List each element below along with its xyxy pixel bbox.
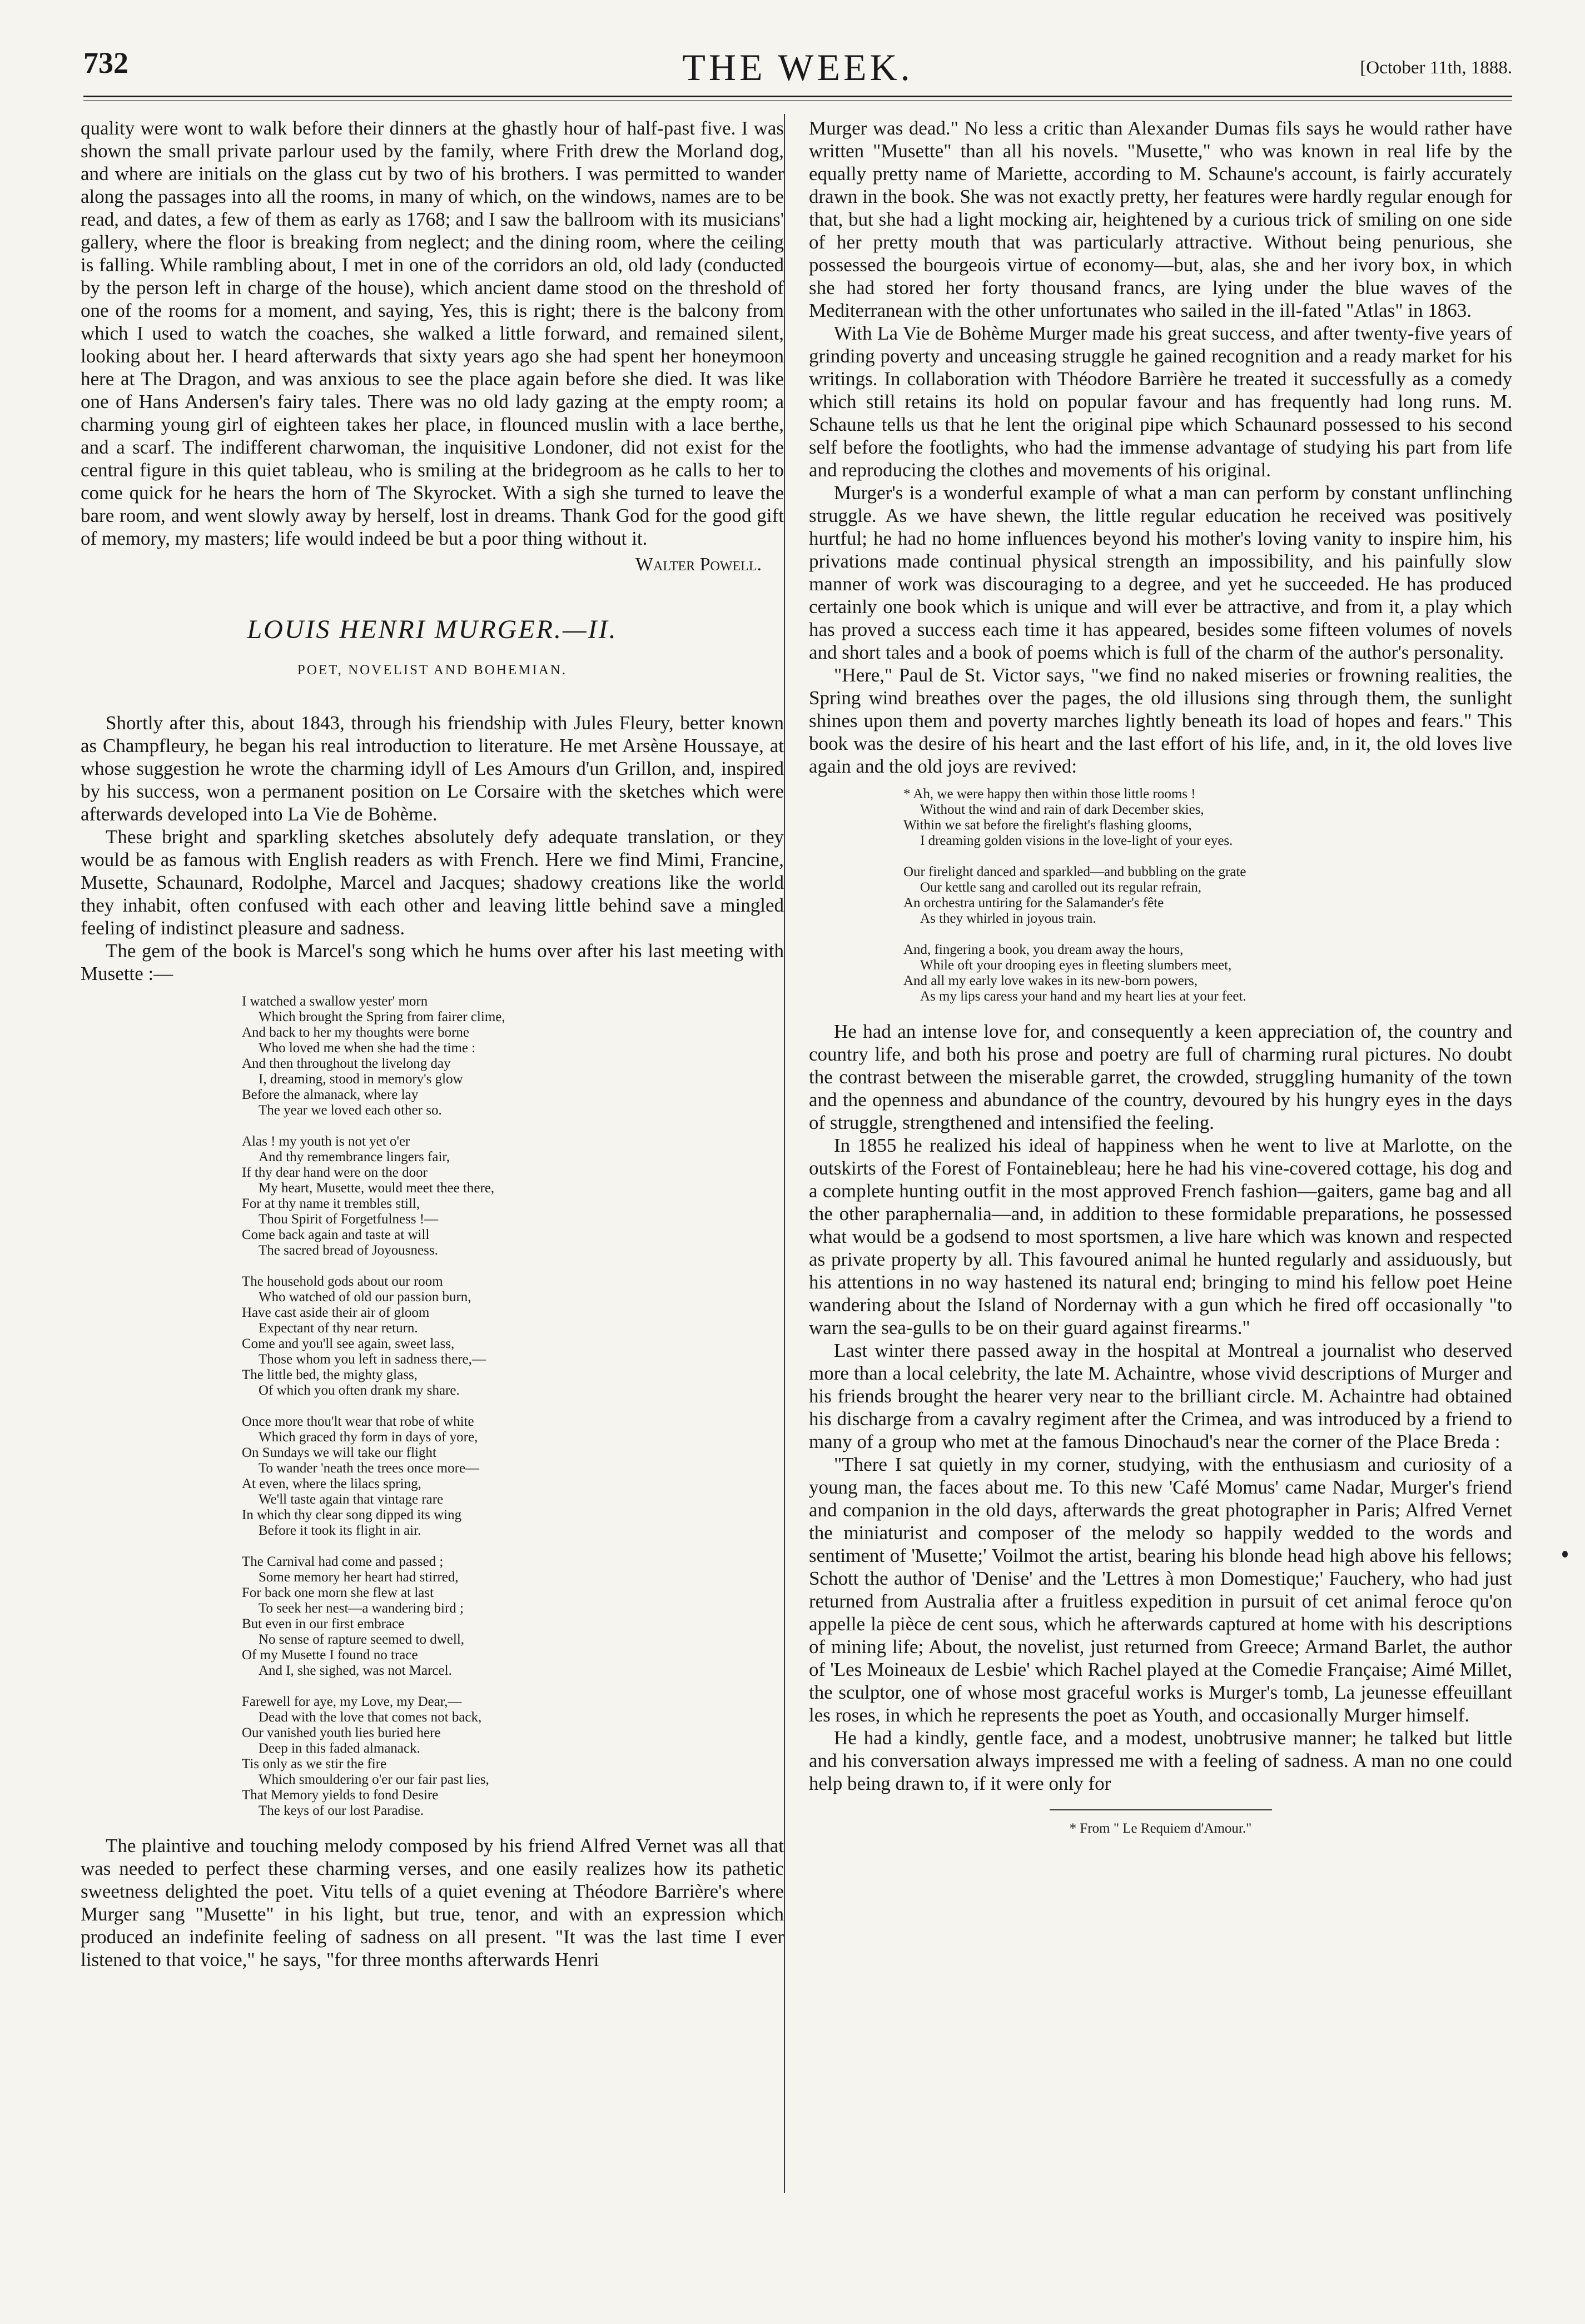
poem-line: As they whirled in joyous train.	[920, 911, 1096, 926]
stanza	[903, 787, 1512, 849]
poem-line: And thy remembrance lingers fair,	[259, 1149, 450, 1165]
stanza	[242, 1694, 784, 1819]
header-rule	[83, 96, 1512, 97]
poem-line: Deep in this faded almanack.	[259, 1741, 420, 1756]
poem-line: And, fingering a book, you dream away the hours,	[903, 942, 1184, 957]
stanza	[903, 942, 1512, 1004]
stanza	[242, 994, 784, 1118]
poem-line: On Sundays we will take our flight	[242, 1445, 436, 1460]
header-rule-thin	[83, 100, 1512, 101]
right-column	[809, 117, 1512, 1840]
poem-line: Of my Musette I found no trace	[242, 1648, 418, 1663]
stanza	[242, 1414, 784, 1539]
poem-line: Which smouldering o'er our fair past lies,	[259, 1772, 489, 1787]
poem-line: And all my early love wakes in its new-born powers,	[903, 973, 1198, 988]
poem-line: To seek her nest—a wandering bird ;	[259, 1601, 464, 1616]
print-speck	[1562, 1551, 1568, 1557]
issue-date: [October 11th, 1888.	[1360, 58, 1512, 78]
poem-line: The year we loved each other so.	[259, 1103, 442, 1118]
poem-line: To wander 'neath the trees once more—	[259, 1461, 480, 1476]
poem-line: For back one morn she flew at last	[242, 1585, 434, 1600]
paragraph: The plaintive and touching melody composed by his friend Alfred Vernet was all that was needed to perfect these charming verses, and one easily realizes how its pathetic sweetness delighted the poet. Vitu tells of a quiet evening at Théodore Barrière's where Murger sang "Musette" in his light, but true, tenor, and with an expression which produced an indefinite feeling of sadness on all present. "It was the last time I ever listened to that voice," he says, "for three months afterwards Henri	[81, 1835, 784, 1970]
poem-line: Some memory her heart had stirred,	[259, 1570, 459, 1585]
poem-line: An orchestra untiring for the Salamander's fête	[903, 895, 1164, 910]
poem-line: Thou Spirit of Forgetfulness !—	[259, 1212, 439, 1227]
poem-line: For at thy name it trembles still,	[242, 1196, 420, 1211]
poem-line: And then throughout the livelong day	[242, 1056, 451, 1071]
poem-line: Without the wind and rain of dark December skies,	[920, 802, 1204, 817]
poem-line: The sacred bread of Joyousness.	[259, 1243, 438, 1258]
poem-line: While oft your drooping eyes in fleeting slumbers meet,	[920, 958, 1232, 973]
paragraph: "There I sat quietly in my corner, studying, with the enthusiasm and curiosity of a young man, the faces about me. To this new 'Café Momus' came Nadar, Murger's friend and companion in the old days, afterwards the great photographer in Paris; Alfred Vernet the miniaturist and composer of the melody so happily wedded to the words and sentiment of 'Musette;' Voilmot the artist, bearing his blonde head high above his fellows; Schott the author of 'Denise' and the 'Lettres à mon Domestique;' Fauchery, who had just returned from Australia after a fruitless expedition in pursuit of cet animal feroce qu'on appelle la pièce de cent sous, which he afterwards captured at home with his descriptions of mining life; About, the novelist, just returned from Greece; Armand Barlet, the author of 'Les Moineaux de Lesbie' which Rachel played at the Comedie Française; Aimé Millet, the sculptor, one of whose most graceful works is Murger's tomb, La jeunesse effeuillant les roses, in which he represents the poet as Youth, and occasionally Murger himself.	[809, 1454, 1512, 1726]
poem-line: Which graced thy form in days of yore,	[259, 1430, 478, 1445]
poem-line: Our firelight danced and sparkled—and bubbling on the grate	[903, 864, 1246, 879]
poem-line: No sense of rapture seemed to dwell,	[259, 1632, 465, 1647]
stanza	[903, 864, 1512, 927]
poem-line: Alas ! my youth is not yet o'er	[242, 1134, 410, 1149]
poem-line: The little bed, the mighty glass,	[242, 1367, 418, 1382]
poem-line: * Ah, we were happy then within those little rooms !	[903, 787, 1196, 802]
poem-line: Our kettle sang and carolled out its regular refrain,	[920, 880, 1202, 895]
poem-line: My heart, Musette, would meet thee there,	[259, 1181, 495, 1196]
poem-line: The keys of our lost Paradise.	[259, 1803, 424, 1818]
poem-line: Of which you often drank my share.	[259, 1383, 460, 1398]
column-divider	[784, 114, 785, 2193]
poem-line: Once more thou'lt wear that robe of white	[242, 1414, 474, 1429]
song-musette	[242, 994, 784, 1819]
footnote: * From " Le Requiem d'Amour."	[1069, 1821, 1252, 1836]
page-number: 732	[83, 46, 128, 79]
paragraph: With La Vie de Bohème Murger made his great success, and after twenty-five years of grinding poverty and unceasing struggle he gained recognition and a ready market for his writings. In collaboration with Théodore Barrière he treated it successfully as a comedy which still retains its hold on popular favour and has frequently had long runs. M. Schaune tells us that he lent the original pipe which Schaunard possessed to his second self before the footlights, who had the immense advantage of studying his part from life and reproducing the clothes and movements of his original.	[809, 322, 1512, 481]
poem-line: The household gods about our room	[242, 1274, 443, 1289]
poem-line: Come back again and taste at will	[242, 1227, 430, 1242]
poem-line: Come and you'll see again, sweet lass,	[242, 1336, 455, 1351]
article-subtitle: POET, NOVELIST AND BOHEMIAN.	[297, 663, 568, 678]
poem-line: Farewell for aye, my Love, my Dear,—	[242, 1694, 462, 1709]
poem-line: I dreaming golden visions in the love-light of your eyes.	[920, 833, 1233, 848]
paragraph: quality were wont to walk before their dinners at the ghastly hour of half-past five. I was shown the small private parlour used by the family, where Frith drew the Morland dog, and where are initials on the glass cut by two of his brothers. I was permitted to wander along the passages into all the rooms, in many of which, on the windows, names are to be read, and dates, a few of them as early as 1768; and I saw the ballroom with its musicians' gallery, where the floor is breaking from neglect; and the dining room, where the ceiling is falling. While rambling about, I met in one of the corridors an old, old lady (conducted by the person left in charge of the house), which ancient dame stood on the threshold of one of the rooms for a moment, and saying, Yes, this is right; there is the balcony from which I used to watch the coaches, she walked a little forward, and remained silent, looking about her. I heard afterwards that sixty years ago she had spent her honeymoon here at The Dragon, and was anxious to see the place again before she died. It was like one of Hans Andersen's fairy tales. There was no old lady gazing at the empty room; a charming young girl of eighteen takes her place, in flounced muslin with a lace berthe, and a scarf. The indifferent charwoman, the inquisitive Londoner, did not exist for the central figure in this quiet tableau, who is smiling at the bridegroom as he calls to her to come quick for he hears the horn of The Skyrocket. With a sigh she turned to leave the bare room, and went slowly away by herself, lost in dreams. Thank God for the good gift of memory, my masters; life would indeed be but a poor thing without it.	[81, 117, 784, 549]
poem-line: We'll taste again that vintage rare	[259, 1492, 444, 1507]
poem-line: Who loved me when she had the time :	[259, 1041, 476, 1056]
stanza	[242, 1134, 784, 1258]
poem-line: That Memory yields to fond Desire	[242, 1788, 439, 1803]
poem-line: Expectant of thy near return.	[259, 1321, 418, 1336]
poem-line: If thy dear hand were on the door	[242, 1165, 428, 1180]
stanza	[242, 1274, 784, 1399]
poem-line: But even in our first embrace	[242, 1616, 405, 1631]
footnote-rule	[1050, 1809, 1272, 1810]
stanza	[242, 1554, 784, 1679]
paragraph: "Here," Paul de St. Victor says, "we find no naked miseries or frowning realities, the Spring wind breathes over the pages, the old illusions sing through them, the sunlight shines upon them and poverty marches lightly beneath its load of hopes and fears." This book was the desire of his heart and the last effort of his life, and, in it, the old loves live again and the old joys are revived:	[809, 664, 1512, 777]
poem-line: Which brought the Spring from fairer clime,	[259, 1009, 505, 1024]
poem-line: And back to her my thoughts were borne	[242, 1025, 469, 1040]
poem-line: Before it took its flight in air.	[259, 1523, 421, 1538]
poem-line: Our vanished youth lies buried here	[242, 1725, 441, 1740]
poem-line: Who watched of old our passion burn,	[259, 1290, 471, 1305]
poem-line: The Carnival had come and passed ;	[242, 1554, 444, 1569]
paragraph: Shortly after this, about 1843, through his friendship with Jules Fleury, better known as Champfleury, he began his real introduction to literature. He met Arsène Houssaye, at whose suggestion he wrote the charming idyll of Les Amours d'un Grillon, and, inspired by his success, won a permanent position on Le Corsaire with the sketches which were afterwards developed into La Vie de Bohème.	[81, 712, 784, 825]
poem-line: Those whom you left in sadness there,—	[259, 1352, 486, 1367]
poem-line: Dead with the love that comes not back,	[259, 1710, 482, 1725]
poem-line: I watched a swallow yester' morn	[242, 994, 428, 1009]
paragraph: The gem of the book is Marcel's song which he hums over after his last meeting with Musette :—	[81, 940, 784, 984]
poem-line: Have cast aside their air of gloom	[242, 1305, 430, 1320]
paragraph: These bright and sparkling sketches absolutely defy adequate translation, or they would be as famous with English readers as with French. Here we find Mimi, Francine, Musette, Schaunard, Rodolphe, Marcel and Jacques; shadowy creations like the world they inhabit, often confused with each other and leaving little behind save a mingled feeling of indistinct pleasure and sadness.	[81, 826, 784, 939]
paragraph: He had a kindly, gentle face, and a modest, unobtrusive manner; he talked but little and his conversation always impressed me with a feeling of sadness. A man no one could help being drawn to, if it were only for	[809, 1727, 1512, 1794]
poem-line: In which thy clear song dipped its wing	[242, 1507, 462, 1522]
poem-requiem	[903, 787, 1512, 1004]
author-signature: Walter Powell.	[635, 554, 762, 575]
poem-line: I, dreaming, stood in memory's glow	[259, 1072, 463, 1087]
article-title: LOUIS HENRI MURGER.—II.	[247, 615, 618, 644]
paragraph: Murger's is a wonderful example of what a man can perform by constant unflinching struggle. As we have shewn, the little regular education he received was positively hurtful; he had no home influences beyond his mother's loving vanity to inspire him, his privations made continual physical strength an impossibility, and his painfully slow manner of work was discouraging to a degree, and yet he succeeded. He has produced certainly one book which is unique and will ever be attractive, and from it, a play which has proved a success each time it has appeared, besides some fifteen volumes of novels and short tales and a book of poems which is full of the charm of the author's personality.	[809, 482, 1512, 663]
paragraph: Last winter there passed away in the hospital at Montreal a journalist who deserved more than a local celebrity, the late M. Achaintre, whose vivid descriptions of Murger and his friends brought the hearer very near to the brilliant circle. M. Achaintre had obtained his discharge from a cavalry regiment after the Crimea, and was introduced by a friend to many of a group who met at the famous Dinochaud's near the corner of the Place Breda :	[809, 1340, 1512, 1452]
journal-title: THE WEEK.	[682, 46, 913, 88]
poem-line: Tis only as we stir the fire	[242, 1756, 387, 1771]
poem-line: As my lips caress your hand and my heart lies at your feet.	[920, 989, 1246, 1004]
page-header	[83, 46, 1512, 101]
paragraph: He had an intense love for, and consequently a keen appreciation of, the country and country life, and both his prose and poetry are full of charming rural pictures. No doubt the contrast between the miserable garret, the crowded, struggling humanity of the town and the openness and abundance of the country, devoured by his hungry eyes in the days of struggle, strengthened and intensified the feeling.	[809, 1021, 1512, 1133]
poem-line: At even, where the lilacs spring,	[242, 1476, 421, 1491]
paragraph: In 1855 he realized his ideal of happiness when he went to live at Marlotte, on the outskirts of the Forest of Fontainebleau; here he had his vine-covered cottage, his dog and a complete hunting outfit in the most approved French fashion—gaiters, game bag and all the other paraphernalia—and, in addition to these formidable preparations, he possessed what would be a godsend to most sportsmen, a live hare which was known and respected as private property by all. This favoured animal he hunted regularly and assiduously, but his attentions in no way hastened its natural end; bringing to mind his fellow poet Heine wandering about the Island of Nordernay with a gun which he fired off occasionally "to warn the sea-gulls to be on their guard against firearms."	[809, 1134, 1512, 1338]
left-column	[81, 117, 784, 1971]
paragraph: Murger was dead." No less a critic than Alexander Dumas fils says he would rather have written "Musette" than all his novels. "Musette," who was known in real life by the equally pretty name of Mariette, according to M. Schaune's account, is fairly accurately drawn in the book. She was not exactly pretty, her features were hardly regular enough for that, but she had a light mocking air, heightened by a curious trick of smiling on one side of her pretty mouth that was particularly attractive. Without being penurious, she possessed the bourgeois virtue of economy—but, alas, she and her ivory box, in which she had stored her forty thousand francs, are lying under the blue waves of the Mediterranean with the other unfortunates who sailed in the ill-fated "Atlas" in 1863.	[809, 117, 1512, 321]
poem-line: Within we sat before the firelight's flashing glooms,	[903, 818, 1192, 833]
poem-line: And I, she sighed, was not Marcel.	[259, 1663, 452, 1678]
poem-line: Before the almanack, where lay	[242, 1087, 419, 1102]
